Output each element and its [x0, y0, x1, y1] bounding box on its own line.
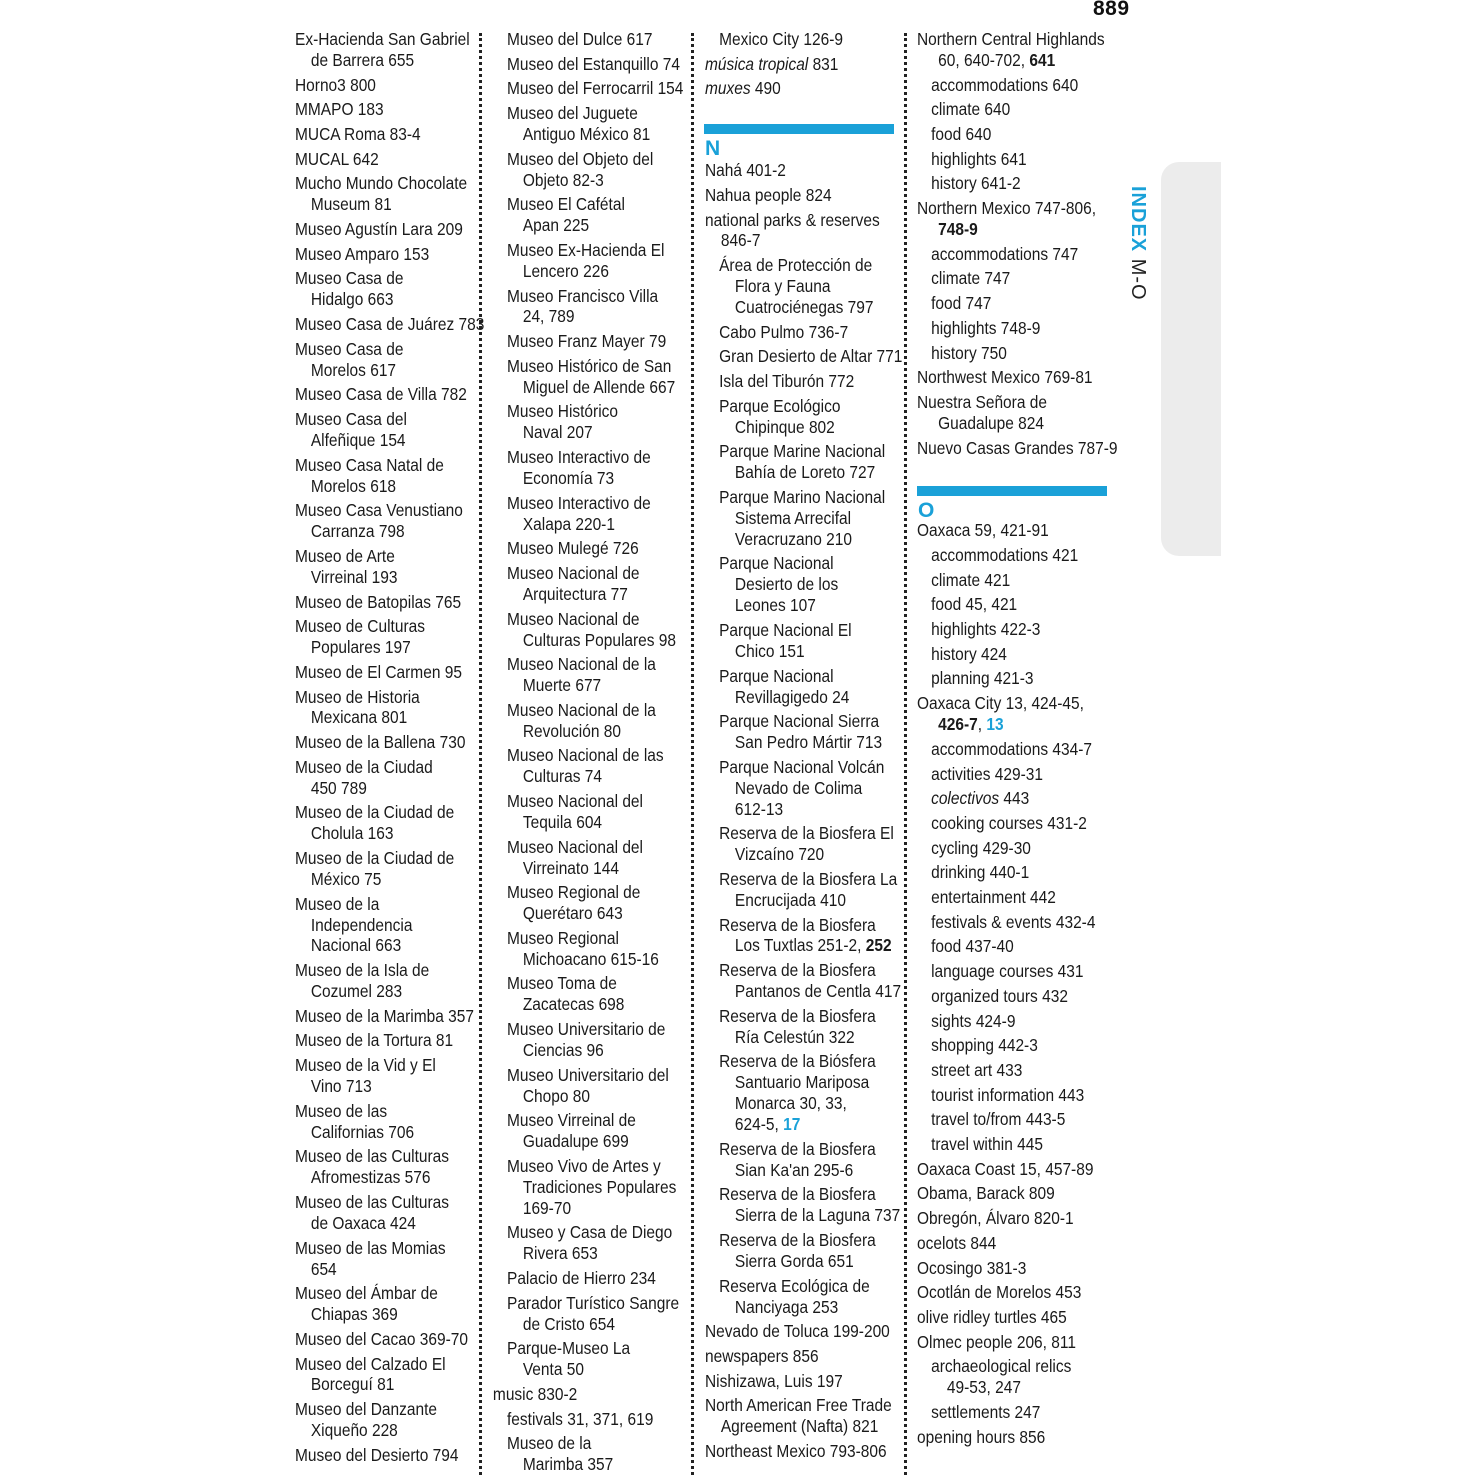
- index-subentry: climate 421: [931, 569, 1011, 590]
- index-entry: Museo Interactivo de Xalapa 220-1: [507, 492, 651, 534]
- index-entry: newspapers 856: [705, 1345, 819, 1366]
- index-subentry: accommodations 421: [931, 544, 1079, 565]
- index-subentry: Parque Marine Nacional Bahía de Loreto 727: [719, 441, 886, 483]
- index-entry: Oaxaca City 13, 424-45, 426-7, 13: [917, 693, 1084, 735]
- index-entry: Museo Mulegé 726: [507, 538, 639, 559]
- index-subentry: sights 424-9: [931, 1010, 1016, 1031]
- index-column-2: [492, 29, 684, 1479]
- index-entry: Museo del Objeto del Objeto 82-3: [507, 148, 654, 190]
- index-entry: Museo Francisco Villa 24, 789: [507, 285, 659, 327]
- index-entry: Museo del Estanquillo 74: [507, 53, 681, 74]
- index-subentry: entertainment 442: [931, 887, 1056, 908]
- index-subentry: Reserva de la Biosfera Sierra de la Laguna 737: [719, 1184, 901, 1226]
- index-entry: Obregón, Álvaro 820-1: [917, 1208, 1074, 1229]
- index-subentry: Cabo Pulmo 736-7: [719, 321, 849, 342]
- index-entry: Museo Nacional de la Revolución 80: [507, 699, 656, 741]
- index-entry: Museo de las Californias 706: [295, 1100, 415, 1142]
- index-subentry: street art 433: [931, 1059, 1023, 1080]
- index-entry: Northwest Mexico 769-81: [917, 367, 1093, 388]
- index-subentry: travel to/from 443-5: [931, 1109, 1066, 1130]
- index-entry: festivals 31, 371, 619: [507, 1408, 654, 1429]
- column-divider: [904, 33, 907, 1475]
- index-entry: Museo El Cafétal Apan 225: [507, 194, 625, 236]
- index-entry: Museo de El Carmen 95: [295, 661, 462, 682]
- index-entry: Museo Nacional de Culturas Populares 98: [507, 608, 677, 650]
- index-entry: Museo Casa de Morelos 617: [295, 338, 404, 380]
- index-subentry: Reserva de la Biosfera Sierra Gorda 651: [719, 1230, 876, 1271]
- index-entry: Museo de las Momias 654: [295, 1237, 446, 1279]
- index-entry: Museo Regional de Querétaro 643: [507, 882, 641, 924]
- index-column-4: [917, 29, 1118, 1451]
- index-column-3: [705, 29, 902, 1466]
- index-subentry: Parque Nacional Desierto de los Leones 107: [719, 553, 839, 616]
- index-subentry: Parque Nacional Revillagigedo 24: [719, 665, 850, 707]
- section-letter-n: N: [705, 137, 721, 160]
- index-entry: Nahá 401-2: [705, 160, 786, 181]
- index-subentry: history 750: [931, 342, 1007, 363]
- index-subentry: highlights 748-9: [931, 317, 1041, 338]
- index-entry: Museo Regional Michoacano 615-16: [507, 927, 659, 969]
- index-subentry: cycling 429-30: [931, 837, 1031, 858]
- index-entry: Museo Casa de Villa 782: [295, 384, 467, 405]
- index-subentry: climate 640: [931, 99, 1011, 120]
- index-entry: Museo de Arte Virreinal 193: [295, 545, 398, 587]
- index-entry: Obama, Barack 809: [917, 1183, 1055, 1204]
- index-entry: Museo de las Culturas de Oaxaca 424: [295, 1192, 450, 1233]
- index-entry: Museo de Historia Mexicana 801: [295, 686, 420, 728]
- index-entry: Museo de la Independencia Nacional 663: [295, 893, 413, 956]
- index-subentry: drinking 440-1: [931, 862, 1030, 883]
- index-entry: ocelots 844: [917, 1232, 997, 1253]
- column-divider: [691, 33, 694, 1475]
- index-entry: Museo del Cacao 369-70: [295, 1328, 469, 1349]
- index-subentry: Reserva de la Biosfera Ría Celestún 322: [719, 1005, 876, 1047]
- index-subentry: climate 747: [931, 268, 1011, 289]
- index-subentry: Reserva de la Biosfera La Encrucijada 410: [719, 868, 898, 910]
- section-tab: [1161, 162, 1221, 556]
- index-entry: Museo de la Ciudad 450 789: [295, 756, 433, 798]
- index-subentry: Gran Desierto de Altar 771: [719, 346, 903, 367]
- index-entry: olive ridley turtles 465: [917, 1306, 1067, 1327]
- index-entry: music 830-2: [492, 1383, 578, 1404]
- index-entry: Museo Nacional del Virreinato 144: [507, 836, 643, 878]
- index-entry: Museo Casa de Juárez 783: [295, 314, 485, 335]
- index-subentry: Parque Ecológico Chipinque 802: [719, 395, 841, 437]
- index-entry: Museo Virreinal de Guadalupe 699: [507, 1110, 636, 1152]
- index-entry: Nuevo Casas Grandes 787-9: [917, 437, 1118, 458]
- index-entry: Northeast Mexico 793-806: [705, 1440, 887, 1461]
- index-subentry: Parque Nacional Volcán Nevado de Colima 612-13: [719, 756, 885, 819]
- index-entry: Museo Agustín Lara 209: [295, 219, 463, 240]
- index-entry: Museo Amparo 153: [295, 243, 430, 264]
- index-subentry: travel within 445: [931, 1134, 1043, 1155]
- index-subentry: food 640: [931, 124, 992, 145]
- index-entry: MUCAL 642: [295, 148, 379, 169]
- index-subentry: accommodations 434-7: [931, 738, 1093, 759]
- index-entry: Museo Casa del Alfeñique 154: [295, 409, 407, 450]
- index-entry: Oaxaca 59, 421-91: [917, 520, 1049, 541]
- index-subentry: highlights 422-3: [931, 619, 1041, 640]
- index-entry: Nuestra Señora de Guadalupe 824: [917, 391, 1047, 433]
- index-entry: Museo Casa Natal de Morelos 618: [295, 454, 444, 496]
- index-entry: Museo Histórico Naval 207: [507, 401, 619, 443]
- index-subentry: Parque Nacional Sierra San Pedro Mártir 713: [719, 711, 883, 753]
- index-entry: Museo Universitario de Ciencias 96: [507, 1019, 666, 1060]
- index-subentry: settlements 247: [931, 1401, 1041, 1422]
- index-entry: Mexico City 126-9: [719, 29, 843, 49]
- index-entry: música tropical 831: [705, 53, 839, 74]
- index-entry: Museo del Danzante Xiqueño 228: [295, 1399, 438, 1441]
- index-subentry: Reserva de la Biosfera Sian Ka'an 295-6: [719, 1138, 876, 1180]
- index-subentry: food 747: [931, 293, 992, 314]
- index-entry: Museo del Ámbar de Chiapas 369: [295, 1283, 438, 1325]
- index-entry: Museo de la Marimba 357: [507, 1433, 614, 1475]
- index-entry: Museo Nacional de las Culturas 74: [507, 745, 664, 787]
- index-subentry: Parque Nacional El Chico 151: [719, 620, 852, 661]
- index-entry: Ocosingo 381-3: [917, 1257, 1027, 1278]
- index-subentry: activities 429-31: [931, 763, 1043, 784]
- index-column-1: [295, 29, 484, 1469]
- index-entry: Museo del Dulce 617: [507, 29, 653, 49]
- index-subentry: accommodations 747: [931, 243, 1079, 264]
- index-entry: Nevado de Toluca 199-200: [705, 1321, 890, 1342]
- index-entry: North American Free Trade Agreement (Nafta) 821: [705, 1395, 892, 1437]
- index-entry: Mucho Mundo Chocolate Museum 81: [295, 173, 468, 215]
- index-entry: Oaxaca Coast 15, 457-89: [917, 1158, 1094, 1179]
- index-subentry: Reserva de la Biósfera Santuario Mariposa Monarca 30, 33, 624-5, 17: [719, 1051, 876, 1135]
- index-subentry: tourist information 443: [931, 1084, 1085, 1105]
- index-subentry: history 424: [931, 643, 1007, 664]
- index-entry: Museo Vivo de Artes y Tradiciones Populares 169-70: [507, 1155, 677, 1218]
- page-number: 889: [1093, 0, 1130, 20]
- index-entry: Northern Mexico 747-806, 748-9: [917, 198, 1097, 240]
- index-entry: Museo del Calzado El Borceguí 81: [295, 1353, 446, 1395]
- index-subentry: planning 421-3: [931, 668, 1034, 689]
- index-entry: Museo Histórico de San Miguel de Allende 667: [507, 355, 676, 397]
- index-subentry: Reserva de la Biosfera Pantanos de Centla 417: [719, 960, 902, 1002]
- index-subentry: history 641-2: [931, 173, 1021, 194]
- index-entry: Museo de Culturas Populares 197: [295, 616, 425, 658]
- index-entry: Museo Ex-Hacienda El Lencero 226: [507, 239, 665, 281]
- index-entry: Museo de la Ciudad de Cholula 163: [295, 802, 455, 844]
- index-entry: Museo de la Marimba 357: [295, 1005, 475, 1026]
- index-entry: Museo de la Tortura 81: [295, 1030, 454, 1051]
- index-entry: Museo Universitario del Chopo 80: [507, 1064, 669, 1106]
- index-entry: Ocotlán de Morelos 453: [917, 1282, 1082, 1303]
- index-subentry: cooking courses 431-2: [931, 812, 1087, 833]
- index-entry: Museo Toma de Zacatecas 698: [507, 973, 625, 1015]
- index-subentry: colectivos 443: [931, 788, 1030, 809]
- index-entry: Museo Franz Mayer 79: [507, 331, 667, 352]
- index-subentry: food 437-40: [931, 936, 1014, 957]
- index-subentry: highlights 641: [931, 148, 1027, 169]
- index-subentry: food 45, 421: [931, 594, 1018, 615]
- index-entry: Museo Casa Venustiano Carranza 798: [295, 500, 463, 542]
- section-tab-label: INDEX M-O: [1127, 186, 1149, 301]
- index-entry: Ex-Hacienda San Gabriel de Barrera 655: [295, 29, 470, 70]
- index-entry: Museo de la Ballena 730: [295, 732, 466, 753]
- index-entry: Parque-Museo La Venta 50: [507, 1338, 631, 1380]
- index-entry: Museo Nacional de Arquitectura 77: [507, 563, 640, 604]
- index-entry: Northern Central Highlands 60, 640-702, 641: [917, 29, 1105, 70]
- index-entry: opening hours 856: [917, 1426, 1046, 1447]
- index-subentry: Reserva de la Biosfera Los Tuxtlas 251-2, 252: [719, 914, 892, 956]
- index-subentry: festivals & events 432-4: [931, 911, 1096, 932]
- index-entry: Museo de Batopilas 765: [295, 591, 462, 612]
- index-entry: MMAPO 183: [295, 99, 384, 120]
- index-entry: Museo del Juguete Antiguo México 81: [507, 103, 651, 145]
- index-entry: MUCA Roma 83-4: [295, 124, 421, 145]
- index-subentry: Reserva Ecológica de Nanciyaga 253: [719, 1275, 870, 1317]
- index-entry: Museo Nacional de la Muerte 677: [507, 654, 656, 696]
- index-entry: Museo Nacional del Tequila 604: [507, 791, 643, 832]
- index-subentry: Parque Marino Nacional Sistema Arrecifal Veracruzano 210: [719, 486, 886, 549]
- index-entry: Palacio de Hierro 234: [507, 1268, 656, 1289]
- index-entry: national parks & reserves 846-7: [705, 209, 880, 251]
- index-subentry: Reserva de la Biosfera El Vizcaíno 720: [719, 823, 894, 865]
- index-entry: Nahua people 824: [705, 184, 832, 205]
- index-entry: Horno3 800: [295, 74, 376, 95]
- index-entry: Museo de la Ciudad de México 75: [295, 848, 455, 889]
- index-entry: Museo y Casa de Diego Rivera 653: [507, 1222, 673, 1264]
- index-subentry: language courses 431: [931, 961, 1084, 982]
- index-entry: muxes 490: [705, 78, 781, 99]
- index-entry: Olmec people 206, 811: [917, 1331, 1076, 1352]
- index-subentry: Isla del Tiburón 772: [719, 371, 855, 392]
- section-letter-o: O: [918, 499, 935, 522]
- index-entry: Museo de las Culturas Afromestizas 576: [295, 1146, 450, 1188]
- index-entry: Nishizawa, Luis 197: [705, 1370, 843, 1391]
- index-entry: Museo de la Vid y El Vino 713: [295, 1055, 436, 1097]
- index-entry: Museo del Desierto 794: [295, 1444, 459, 1465]
- index-entry: Parador Turístico Sangre de Cristo 654: [507, 1292, 680, 1334]
- index-subentry: Área de Protección de Flora y Fauna Cuatrociénegas 797: [719, 255, 874, 317]
- index-subentry: archaeological relics 49-53, 247: [931, 1356, 1072, 1398]
- index-subentry: shopping 442-3: [931, 1035, 1038, 1056]
- index-subentry: accommodations 640: [931, 74, 1079, 95]
- index-entry: Museo de la Isla de Cozumel 283: [295, 960, 430, 1002]
- index-entry: Museo Interactivo de Economía 73: [507, 447, 651, 488]
- index-subentry: organized tours 432: [931, 985, 1068, 1006]
- index-entry: Museo Casa de Hidalgo 663: [295, 268, 404, 310]
- index-entry: Museo del Ferrocarril 154: [507, 78, 684, 99]
